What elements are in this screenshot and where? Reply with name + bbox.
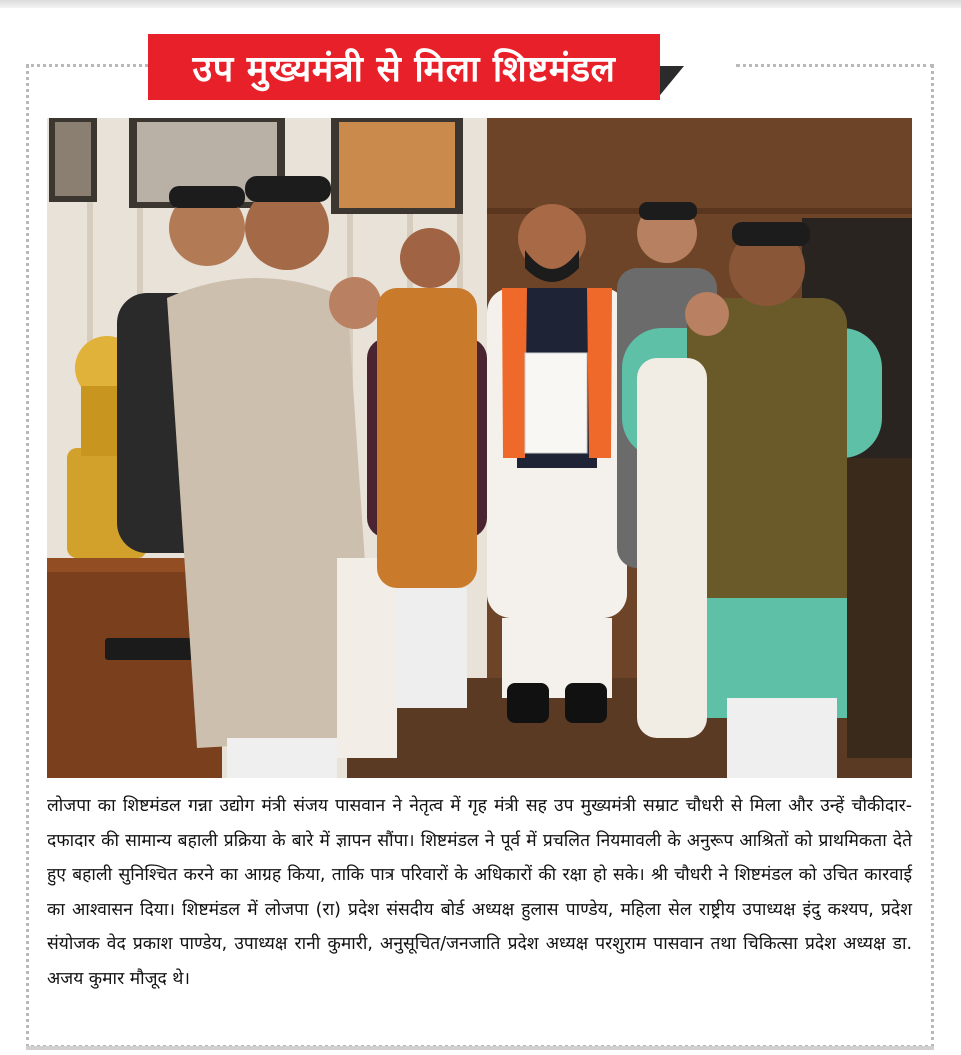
headline-banner <box>148 34 660 100</box>
previous-article-strip <box>0 0 961 8</box>
bottom-rule <box>26 1046 934 1050</box>
delegation-photo-illustration <box>47 118 912 778</box>
mobile-phone <box>105 638 195 660</box>
chair <box>847 458 912 758</box>
headline: उप मुख्यमंत्री से मिला शिष्टमंडल <box>192 48 616 90</box>
frame-top-border-right <box>736 64 934 67</box>
photo-caption: लोजपा का शिष्टमंडल गन्ना उद्योग मंत्री संजय पासवान ने नेतृत्व में गृह मंत्री सह उप मुख्यमंत्री सम्राट चौधरी से मिला और उन्हें चौकीदार-दफादार की सामान्य बहाली प्रक्रिया के बारे में ज्ञापन सौंपा। शिष्टमंडल ने पूर्व में प्रचलित नियमावली के अनुरूप आश्रितों को प्राथमिकता देते हुए बहाली सुनिश्चित करने का आग्रह किया, ताकि पात्र परिवारों के अधिकारों की रक्षा हो सके। श्री चौधरी ने शिष्टमंडल को उचित कारवाई का आश्वासन दिया। शिष्टमंडल में लोजपा (रा) प्रदेश संसदीय बोर्ड अध्यक्ष हुलास पाण्डेय, महिला सेल राष्ट्रीय उपाध्यक्ष इंदु कश्यप, प्रदेश संयोजक वेद प्रकाश पाण्डेय, उपाध्यक्ष रानी कुमारी, अनुसूचित/जनजाति प्रदेश अध्यक्ष परशुराम पासवान तथा चिकित्सा प्रदेश अध्यक्ष डा. अजय कुमार मौजूद थे। <box>47 796 912 989</box>
memorandum-paper <box>525 353 587 453</box>
news-photo <box>47 118 912 778</box>
frame-top-border-left <box>26 64 148 67</box>
